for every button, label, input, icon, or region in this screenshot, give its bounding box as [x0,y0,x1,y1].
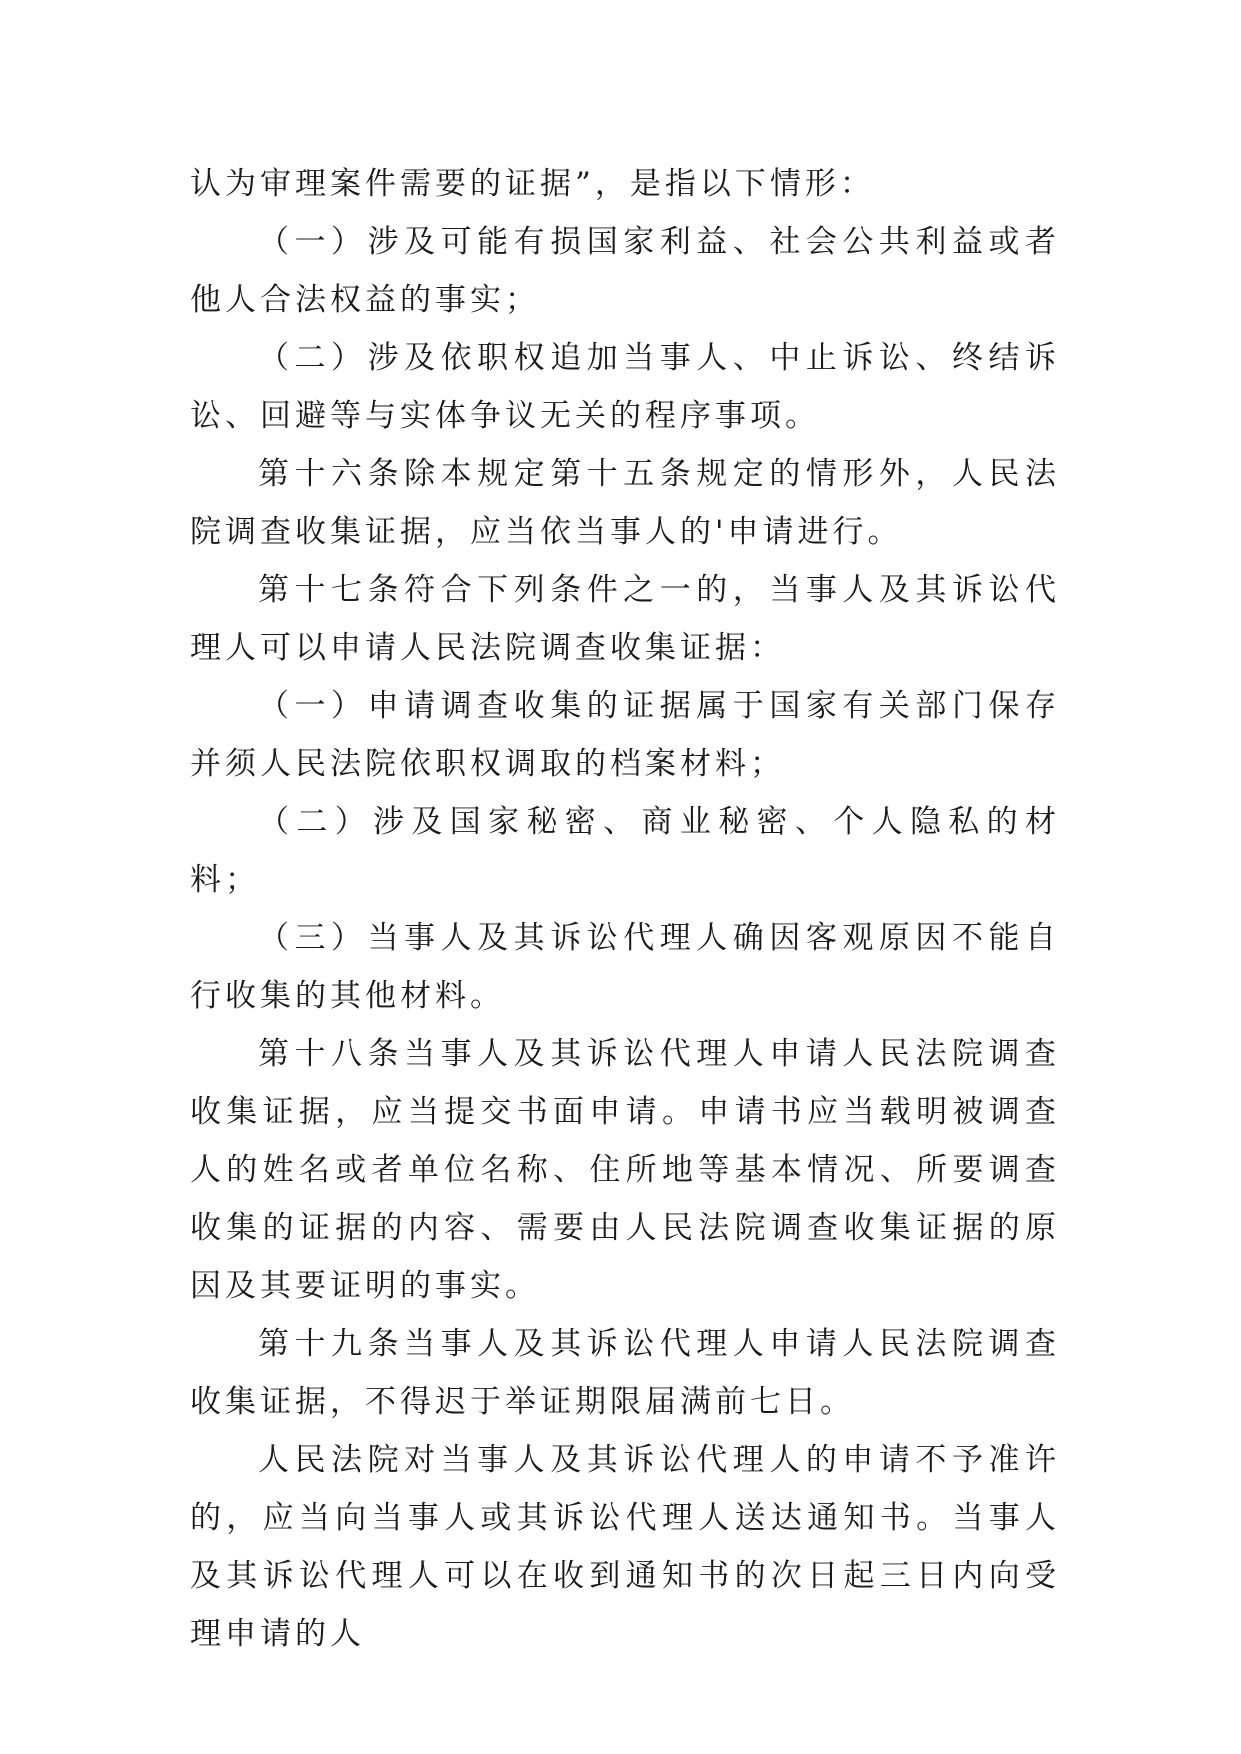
paragraph-8: （三）当事人及其诉讼代理人确因客观原因不能自行收集的其他材料。 [190,920,1060,1014]
paragraph-7: （二）涉及国家秘密、商业秘密、个人隐私的材料； [190,804,1060,898]
document-body [190,155,1060,1663]
paragraph-4: 第十六条除本规定第十五条规定的情形外，人民法院调查收集证据，应当依当事人的'申请进行。 [190,456,1060,550]
paragraph-9: 第十八条当事人及其诉讼代理人申请人民法院调查收集证据，应当提交书面申请。申请书应当载明被调查人的姓名或者单位名称、住所地等基本情况、所要调查收集的证据的内容、需要由人民法院调查收集证据的原因及其要证明的事实。 [190,1036,1060,1304]
paragraph-10: 第十九条当事人及其诉讼代理人申请人民法院调查收集证据，不得迟于举证期限届满前七日。 [190,1326,1060,1420]
paragraph-3: （二）涉及依职权追加当事人、中止诉讼、终结诉讼、回避等与实体争议无关的程序事项。 [190,340,1060,434]
paragraph-11: 人民法院对当事人及其诉讼代理人的申请不予准许的，应当向当事人或其诉讼代理人送达通知书。当事人及其诉讼代理人可以在收到通知书的次日起三日内向受理申请的人 [190,1442,1060,1652]
paragraph-1: 认为审理案件需要的证据”，是指以下情形： [190,166,875,202]
paragraph-5: 第十七条符合下列条件之一的，当事人及其诉讼代理人可以申请人民法院调查收集证据： [190,572,1060,666]
paragraph-2: （一）涉及可能有损国家利益、社会公共利益或者他人合法权益的事实； [190,224,1060,318]
paragraph-6: （一）申请调查收集的证据属于国家有关部门保存并须人民法院依职权调取的档案材料； [190,688,1060,782]
